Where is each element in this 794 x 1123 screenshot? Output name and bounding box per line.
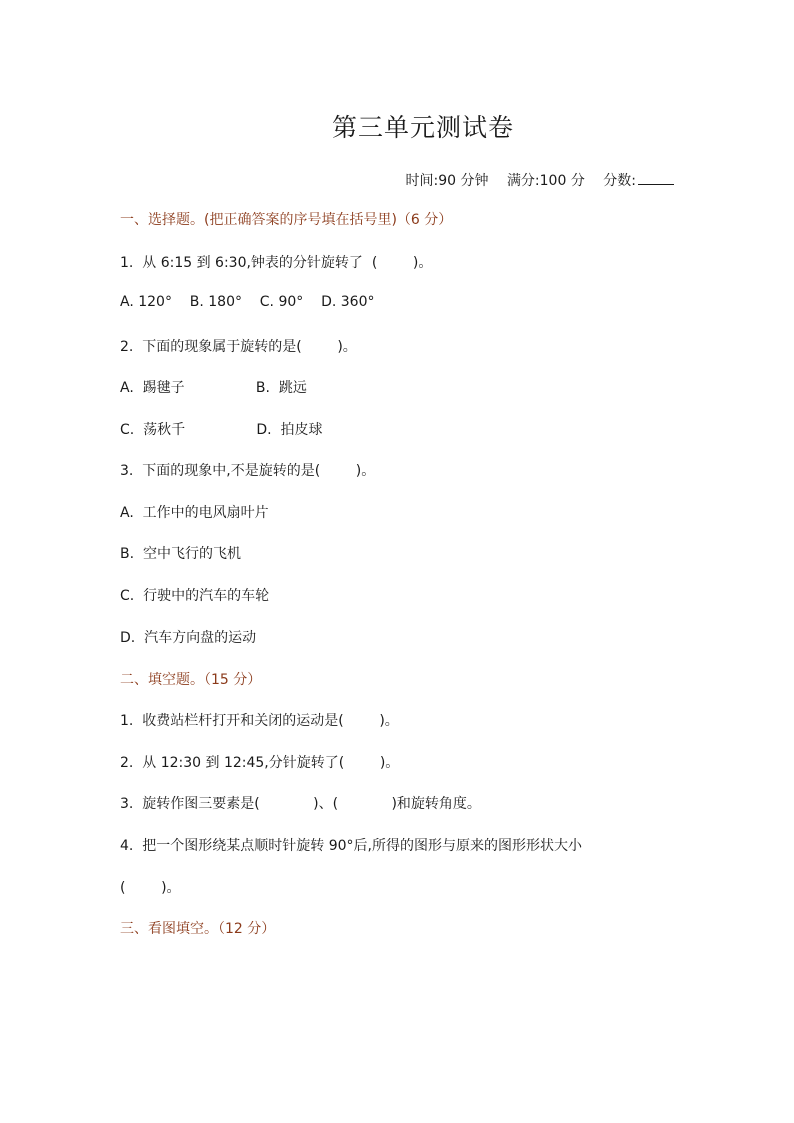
question-2-4-line2: ( )。 (120, 880, 181, 896)
exam-full-score: 满分:100 分 (506, 173, 585, 189)
exam-time: 时间:90 分钟 (405, 173, 489, 189)
question-1-1-options: A. 120° B. 180° C. 90° D. 360° (120, 294, 375, 310)
question-1-3-option-a: A. 工作中的电风扇叶片 (120, 505, 269, 521)
question-1-1: 1. 从 6:15 到 6:30,钟表的分针旋转了 ( )。 (120, 255, 433, 271)
question-1-3: 3. 下面的现象中,不是旋转的是( )。 (120, 463, 376, 479)
exam-score (603, 173, 674, 189)
question-2-4-line1: 4. 把一个图形绕某点顺时针旋转 90°后,所得的图形与原来的图形形状大小 (120, 838, 582, 854)
question-2-2: 2. 从 12:30 到 12:45,分针旋转了( )。 (120, 755, 400, 771)
question-1-2-options-row1: A. 踢毽子 B. 跳远 (120, 380, 307, 396)
score-blank[interactable] (638, 172, 674, 185)
question-1-3-option-d: D. 汽车方向盘的运动 (120, 630, 257, 646)
section-heading-picture: 三、看图填空。（12 分） (120, 921, 276, 937)
question-1-3-option-c: C. 行驶中的汽车的车轮 (120, 588, 270, 604)
section-heading-fill: 二、填空题。（15 分） (120, 672, 262, 688)
question-1-2-options-row2: C. 荡秋千 D. 拍皮球 (120, 422, 323, 438)
question-2-3: 3. 旋转作图三要素是( )、( )和旋转角度。 (120, 796, 481, 812)
question-1-2: 2. 下面的现象属于旋转的是( )。 (120, 339, 357, 355)
exam-meta (392, 170, 675, 190)
question-2-1: 1. 收费站栏杆打开和关闭的运动是( )。 (120, 713, 399, 729)
question-1-3-option-b: B. 空中飞行的飞机 (120, 546, 241, 562)
section-heading-choice: 一、选择题。(把正确答案的序号填在括号里)（6 分） (120, 212, 453, 228)
score-label: 分数: (603, 173, 636, 189)
page-title: 第三单元测试卷 (331, 113, 514, 142)
